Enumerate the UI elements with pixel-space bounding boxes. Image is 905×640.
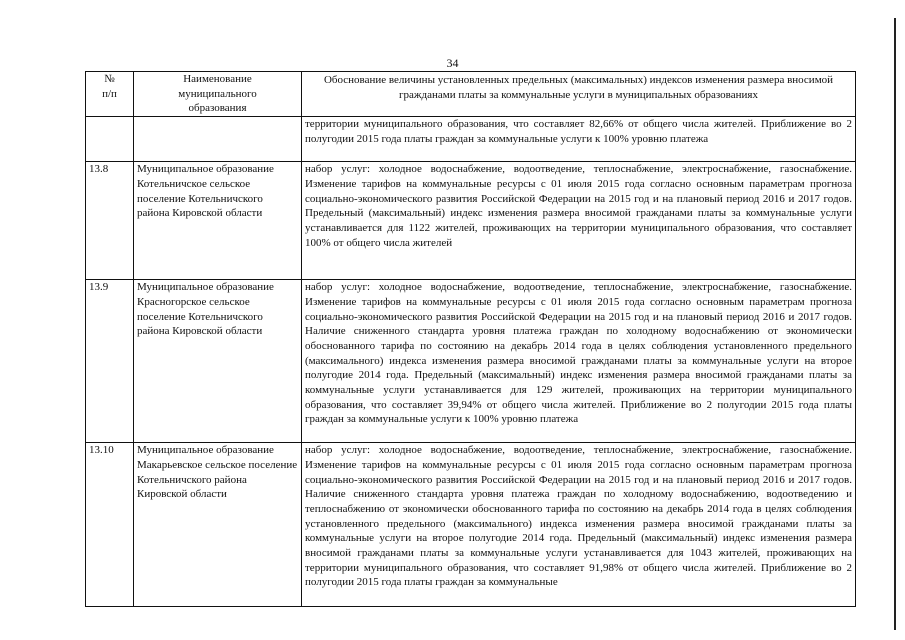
header-name-label: Наименование муниципального образования — [178, 73, 257, 115]
row-name-cell — [134, 117, 302, 162]
page-number: 34 — [446, 56, 459, 70]
table-header-row — [86, 72, 856, 117]
header-name-cell — [134, 72, 302, 117]
row-number-cell: 13.10 — [86, 443, 134, 607]
table-row — [86, 280, 856, 443]
row-text-cell: набор услуг: холодное водоснабжение, водоотведение, теплоснабжение, электроснабжение, газоснабжение. Изменение тарифов на коммунальные ресурсы с 01 июля 2015 года согласно основным параметрам прогноза социально-экономического развития Российской Федерации на 2015 год и на плановый период 2016 и 2017 годов. Наличие сниженного стандарта уровня платежа граждан по холодному водоснабжению, водоотведению и теплоснабжению от экономически обоснованного тарифа по состоянию на декабрь 2014 года в целях соблюдения установленного предельного (максимального) индекса изменения размера вносимой гражданами платы за коммунальные услуги на второе полугодие 2014 года. Предельный (максимальный) индекс изменения размера вносимой гражданами платы за коммунальные услуги устанавливается для 1043 жителей, проживающих на территории муниципального образования, что составляет 91,98% от общего числа жителей. Приближение во 2 полугодии 2015 года платы граждан за коммунальные — [302, 443, 856, 607]
row-number-cell: 13.8 — [86, 162, 134, 280]
table-row — [86, 443, 856, 607]
row-text-cell: набор услуг: холодное водоснабжение, водоотведение, теплоснабжение, электроснабжение, газоснабжение. Изменение тарифов на коммунальные ресурсы с 01 июля 2015 года согласно основным параметрам прогноза социально-экономического развития Российской Федерации на 2015 год и на плановый период 2016 и 2017 годов. Наличие сниженного стандарта уровня платежа граждан по холодному водоснабжению от экономически обоснованного тарифа по состоянию на декабрь 2014 года в целях соблюдения установленного предельного (максимального) индекса изменения размера вносимой гражданами платы за коммунальные услуги на второе полугодие 2014 года. Предельный (максимальный) индекс изменения размера вносимой гражданами платы за коммунальные услуги устанавливается для 129 жителей, проживающих на территории муниципального образования, что составляет 39,94% от общего числа жителей. Приближение во 2 полугодии 2015 года платы граждан за коммунальные услуги к 100% уровню платежа — [302, 280, 856, 443]
table-row — [86, 117, 856, 162]
row-text-cell: территории муниципального образования, что составляет 82,66% от общего числа жителей. Приближение во 2 полугодии 2015 года платы граждан за коммунальные услуги к 100% уровню платежа — [302, 117, 856, 162]
tariff-index-table — [85, 71, 856, 607]
row-name-cell: Муниципальное образование Макарьевское сельское поселение Котельничского района Кировской области — [134, 443, 302, 607]
row-number-cell: 13.9 — [86, 280, 134, 443]
row-name-cell: Муниципальное образование Котельничское сельское поселение Котельничского района Кировской области — [134, 162, 302, 280]
header-justification-label: Обоснование величины установленных предельных (максимальных) индексов изменения размера вносимой гражданами платы за коммунальные услуги в муниципальных образованиях — [323, 74, 834, 101]
header-justification-cell — [302, 72, 856, 117]
row-text-cell: набор услуг: холодное водоснабжение, водоотведение, теплоснабжение, электроснабжение, газоснабжение. Изменение тарифов на коммунальные ресурсы с 01 июля 2015 года согласно основным параметрам прогноза социально-экономического развития Российской Федерации на 2015 год и на плановый период 2016 и 2017 годов. Предельный (максимальный) индекс изменения размера вносимой гражданами платы за коммунальные услуги устанавливается для 1122 жителей, проживающих на территории муниципального образования, что составляет 100% от общего числа жителей — [302, 162, 856, 280]
table-row — [86, 162, 856, 280]
header-number-label: № п/п — [102, 73, 117, 100]
row-name-cell: Муниципальное образование Красногорское сельское поселение Котельничского района Кировской области — [134, 280, 302, 443]
header-number-cell — [86, 72, 134, 117]
page-edge-rule — [894, 18, 896, 630]
row-number-cell — [86, 117, 134, 162]
